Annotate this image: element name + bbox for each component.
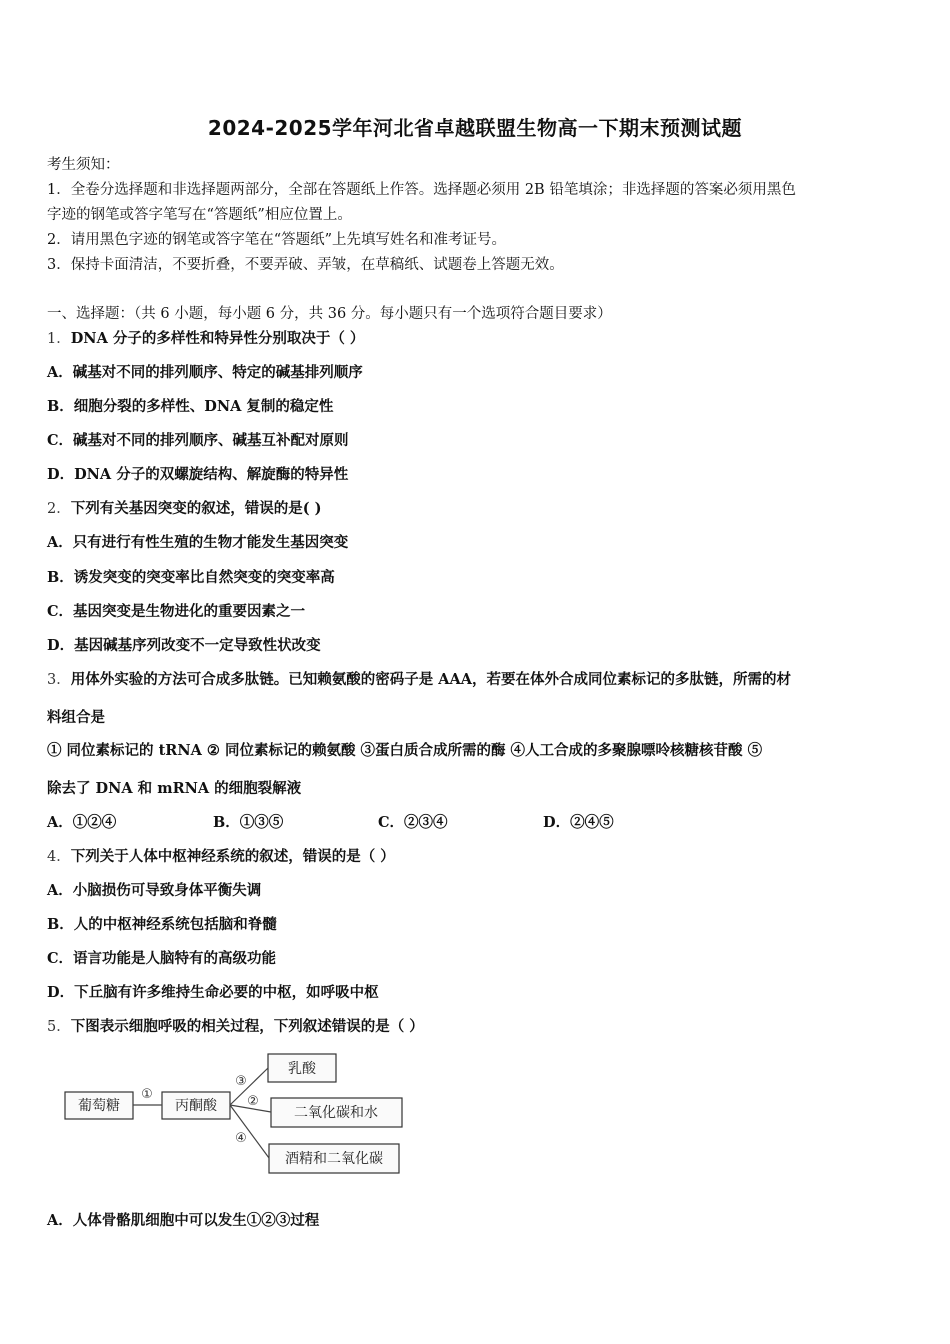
q3-option-d: D．②④⑤: [543, 814, 614, 831]
question-number: 2．: [47, 501, 71, 517]
question-text: 下图表示细胞呼吸的相关过程，下列叙述错误的是（ ）: [70, 1018, 424, 1035]
q3-option-a: A．①②④: [47, 814, 117, 831]
question-text: DNA 分子的多样性和特异性分别取决于（ ）: [70, 330, 365, 347]
question-3-stem-cont: 料组合是: [47, 709, 105, 726]
lactate-label: 乳酸: [288, 1061, 316, 1077]
question-5-stem: [47, 1015, 424, 1036]
step-3-marker: ③: [235, 1074, 247, 1089]
question-1-stem: [47, 327, 364, 348]
notice-item-2: 2．请用黑色字迹的钢笔或答字笔在“答题纸”上先填写姓名和准考证号。: [47, 232, 507, 248]
step-4-marker: ④: [235, 1131, 247, 1146]
q4-option-a: A．小脑损伤可导致身体平衡失调: [47, 882, 262, 899]
q1-option-d: D．DNA 分子的双螺旋结构、解旋酶的特异性: [47, 466, 349, 483]
q4-option-d: D．下丘脑有许多维持生命必要的中枢，如呼吸中枢: [47, 984, 379, 1001]
q2-option-b: B．诱发突变的突变率比自然突变的突变率高: [47, 569, 335, 586]
q1-option-c: C．碱基对不同的排列顺序、碱基互补配对原则: [47, 432, 349, 449]
co2-water-label: 二氧化碳和水: [294, 1105, 378, 1121]
q1-option-a: A．碱基对不同的排列顺序、特定的碱基排列顺序: [47, 364, 363, 381]
question-text: 下列有关基因突变的叙述，错误的是( ): [70, 500, 322, 517]
q2-option-d: D．基因碱基序列改变不一定导致性状改变: [47, 637, 321, 654]
question-4-stem: [47, 845, 395, 866]
alcohol-co2-label: 酒精和二氧化碳: [285, 1151, 383, 1167]
step-2-marker: ②: [247, 1094, 259, 1109]
q4-option-c: C．语言功能是人脑特有的高级功能: [47, 950, 277, 967]
notice-heading: 考生须知：: [47, 157, 120, 173]
question-number: 3．: [47, 672, 71, 688]
question-text: 下列关于人体中枢神经系统的叙述，错误的是（ ）: [70, 848, 395, 865]
pyruvate-label: 丙酮酸: [175, 1098, 217, 1114]
question-number: 5．: [47, 1019, 71, 1035]
notice-item-1-cont: 字迹的钢笔或答字笔写在“答题纸”相应位置上。: [47, 207, 352, 223]
notice-item-3: 3．保持卡面清洁，不要折叠，不要弄破、弄皱，在草稿纸、试题卷上答题无效。: [47, 257, 564, 273]
question-number: 4．: [47, 849, 71, 865]
q3-option-c: C．②③④: [378, 814, 448, 831]
q3-options: [47, 811, 614, 832]
cell-respiration-diagram: [55, 1045, 415, 1180]
question-3-stem: [47, 668, 791, 689]
q3-materials: ① 同位素标记的 tRNA ② 同位素标记的赖氨酸 ③蛋白质合成所需的酶 ④人工合成的多聚腺嘌呤核糖核苷酸 ⑤: [47, 742, 763, 759]
question-text: 用体外实验的方法可合成多肽链。已知赖氨酸的密码子是 AAA，若要在体外合成同位素标记的多肽链，所需的材: [70, 671, 792, 688]
section-heading: 一、选择题：（共 6 小题，每小题 6 分，共 36 分。每小题只有一个选项符合题目要求）: [47, 306, 612, 322]
step-1-marker: ①: [141, 1087, 153, 1102]
q2-option-c: C．基因突变是生物进化的重要因素之一: [47, 603, 306, 620]
glucose-label: 葡萄糖: [78, 1098, 120, 1114]
q4-option-b: B．人的中枢神经系统包括脑和脊髓: [47, 916, 277, 933]
question-number: 1．: [47, 331, 71, 347]
notice-item-1: 1．全卷分选择题和非选择题两部分，全部在答题纸上作答。选择题必须用 2B 铅笔填涂；非选择题的答案必须用黑色: [47, 182, 796, 198]
q1-option-b: B．细胞分裂的多样性、DNA 复制的稳定性: [47, 398, 334, 415]
q5-option-a: A．人体骨骼肌细胞中可以发生①②③过程: [47, 1212, 320, 1229]
q2-option-a: A．只有进行有性生殖的生物才能发生基因突变: [47, 534, 349, 551]
page-title: 2024-2025学年河北省卓越联盟生物高一下期末预测试题: [207, 116, 743, 140]
q3-option-b: B．①③⑤: [213, 814, 284, 831]
q3-materials-cont: 除去了 DNA 和 mRNA 的细胞裂解液: [47, 780, 302, 797]
question-2-stem: [47, 497, 322, 518]
